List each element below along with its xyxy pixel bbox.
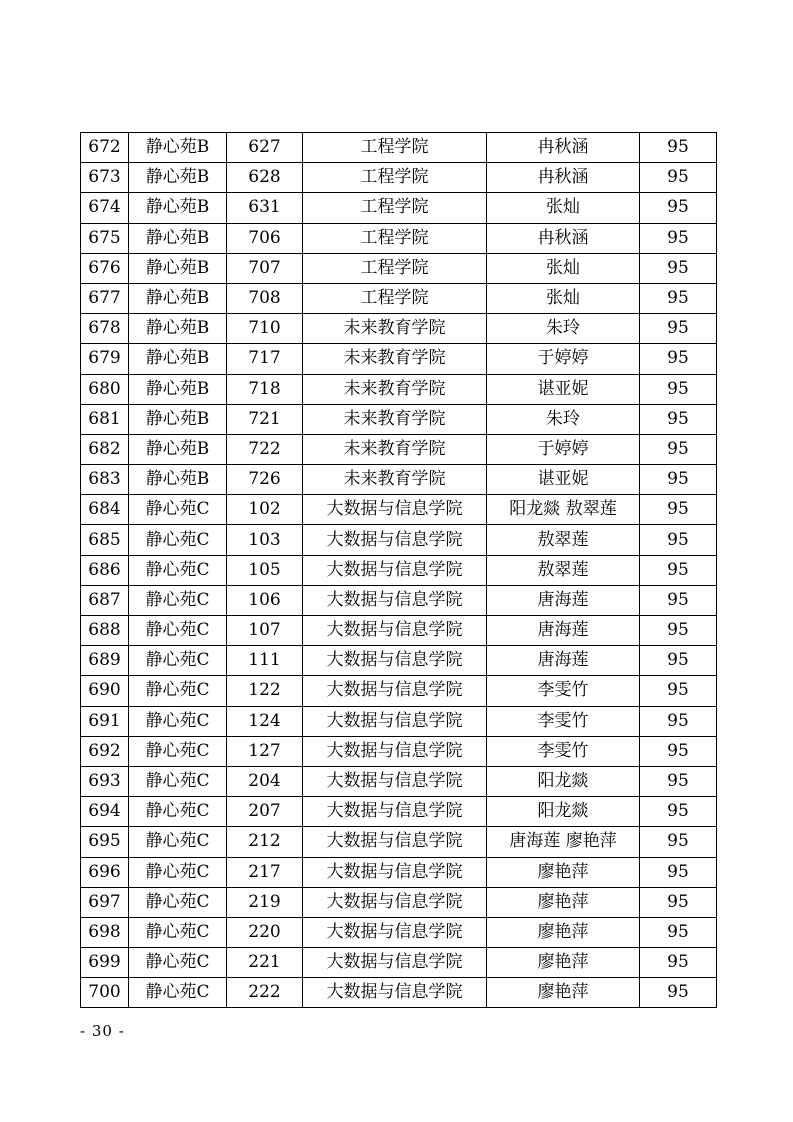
table-row bbox=[81, 525, 717, 555]
table-row bbox=[81, 797, 717, 827]
table-row bbox=[81, 827, 717, 857]
responsible-person-cell: 冉秋涵 bbox=[487, 133, 640, 163]
college-cell: 未来教育学院 bbox=[303, 465, 487, 495]
table-row bbox=[81, 616, 717, 646]
building-cell: 静心苑B bbox=[129, 314, 227, 344]
college-cell: 未来教育学院 bbox=[303, 374, 487, 404]
room-number-cell: 111 bbox=[227, 646, 303, 676]
room-number-cell: 221 bbox=[227, 948, 303, 978]
building-cell: 静心苑C bbox=[129, 585, 227, 615]
responsible-person-cell: 朱玲 bbox=[487, 404, 640, 434]
row-number-cell: 697 bbox=[81, 887, 129, 917]
building-cell: 静心苑C bbox=[129, 525, 227, 555]
college-cell: 工程学院 bbox=[303, 133, 487, 163]
responsible-person-cell: 冉秋涵 bbox=[487, 223, 640, 253]
room-number-cell: 220 bbox=[227, 917, 303, 947]
room-number-cell: 106 bbox=[227, 585, 303, 615]
row-number-cell: 673 bbox=[81, 163, 129, 193]
score-cell: 95 bbox=[640, 978, 717, 1008]
table-row bbox=[81, 133, 717, 163]
score-cell: 95 bbox=[640, 193, 717, 223]
building-cell: 静心苑B bbox=[129, 163, 227, 193]
row-number-cell: 694 bbox=[81, 797, 129, 827]
building-cell: 静心苑C bbox=[129, 857, 227, 887]
score-cell: 95 bbox=[640, 736, 717, 766]
building-cell: 静心苑C bbox=[129, 797, 227, 827]
college-cell: 大数据与信息学院 bbox=[303, 978, 487, 1008]
building-cell: 静心苑B bbox=[129, 404, 227, 434]
row-number-cell: 677 bbox=[81, 283, 129, 313]
row-number-cell: 676 bbox=[81, 253, 129, 283]
score-cell: 95 bbox=[640, 887, 717, 917]
table-row bbox=[81, 585, 717, 615]
room-number-cell: 726 bbox=[227, 465, 303, 495]
responsible-person-cell: 阳龙燚 bbox=[487, 797, 640, 827]
score-cell: 95 bbox=[640, 495, 717, 525]
score-cell: 95 bbox=[640, 827, 717, 857]
responsible-person-cell: 张灿 bbox=[487, 283, 640, 313]
table-row bbox=[81, 283, 717, 313]
college-cell: 未来教育学院 bbox=[303, 434, 487, 464]
score-cell: 95 bbox=[640, 404, 717, 434]
score-cell: 95 bbox=[640, 283, 717, 313]
room-number-cell: 707 bbox=[227, 253, 303, 283]
college-cell: 大数据与信息学院 bbox=[303, 495, 487, 525]
building-cell: 静心苑C bbox=[129, 766, 227, 796]
score-cell: 95 bbox=[640, 857, 717, 887]
table-row bbox=[81, 736, 717, 766]
college-cell: 大数据与信息学院 bbox=[303, 917, 487, 947]
score-cell: 95 bbox=[640, 374, 717, 404]
building-cell: 静心苑B bbox=[129, 193, 227, 223]
table-row bbox=[81, 766, 717, 796]
room-number-cell: 217 bbox=[227, 857, 303, 887]
college-cell: 未来教育学院 bbox=[303, 344, 487, 374]
score-cell: 95 bbox=[640, 253, 717, 283]
college-cell: 大数据与信息学院 bbox=[303, 706, 487, 736]
college-cell: 工程学院 bbox=[303, 253, 487, 283]
row-number-cell: 695 bbox=[81, 827, 129, 857]
college-cell: 工程学院 bbox=[303, 283, 487, 313]
room-number-cell: 103 bbox=[227, 525, 303, 555]
building-cell: 静心苑B bbox=[129, 283, 227, 313]
room-number-cell: 124 bbox=[227, 706, 303, 736]
score-cell: 95 bbox=[640, 133, 717, 163]
score-cell: 95 bbox=[640, 948, 717, 978]
score-cell: 95 bbox=[640, 766, 717, 796]
score-cell: 95 bbox=[640, 434, 717, 464]
responsible-person-cell: 阳龙燚 敖翠莲 bbox=[487, 495, 640, 525]
score-cell: 95 bbox=[640, 525, 717, 555]
college-cell: 工程学院 bbox=[303, 163, 487, 193]
responsible-person-cell: 廖艳萍 bbox=[487, 978, 640, 1008]
row-number-cell: 689 bbox=[81, 646, 129, 676]
college-cell: 大数据与信息学院 bbox=[303, 857, 487, 887]
score-cell: 95 bbox=[640, 314, 717, 344]
row-number-cell: 680 bbox=[81, 374, 129, 404]
building-cell: 静心苑C bbox=[129, 646, 227, 676]
score-cell: 95 bbox=[640, 706, 717, 736]
score-cell: 95 bbox=[640, 344, 717, 374]
row-number-cell: 681 bbox=[81, 404, 129, 434]
room-number-cell: 708 bbox=[227, 283, 303, 313]
room-number-cell: 722 bbox=[227, 434, 303, 464]
room-number-cell: 628 bbox=[227, 163, 303, 193]
building-cell: 静心苑C bbox=[129, 887, 227, 917]
college-cell: 未来教育学院 bbox=[303, 404, 487, 434]
responsible-person-cell: 李雯竹 bbox=[487, 706, 640, 736]
row-number-cell: 679 bbox=[81, 344, 129, 374]
college-cell: 大数据与信息学院 bbox=[303, 766, 487, 796]
table-row bbox=[81, 314, 717, 344]
responsible-person-cell: 张灿 bbox=[487, 253, 640, 283]
table-row bbox=[81, 887, 717, 917]
building-cell: 静心苑B bbox=[129, 223, 227, 253]
row-number-cell: 672 bbox=[81, 133, 129, 163]
room-number-cell: 627 bbox=[227, 133, 303, 163]
row-number-cell: 682 bbox=[81, 434, 129, 464]
college-cell: 大数据与信息学院 bbox=[303, 736, 487, 766]
building-cell: 静心苑B bbox=[129, 344, 227, 374]
room-number-cell: 204 bbox=[227, 766, 303, 796]
building-cell: 静心苑C bbox=[129, 827, 227, 857]
college-cell: 大数据与信息学院 bbox=[303, 585, 487, 615]
college-cell: 大数据与信息学院 bbox=[303, 676, 487, 706]
responsible-person-cell: 敖翠莲 bbox=[487, 525, 640, 555]
college-cell: 大数据与信息学院 bbox=[303, 525, 487, 555]
room-number-cell: 710 bbox=[227, 314, 303, 344]
row-number-cell: 685 bbox=[81, 525, 129, 555]
score-cell: 95 bbox=[640, 585, 717, 615]
table-row bbox=[81, 465, 717, 495]
college-cell: 大数据与信息学院 bbox=[303, 948, 487, 978]
row-number-cell: 690 bbox=[81, 676, 129, 706]
building-cell: 静心苑C bbox=[129, 917, 227, 947]
room-number-cell: 102 bbox=[227, 495, 303, 525]
building-cell: 静心苑C bbox=[129, 616, 227, 646]
responsible-person-cell: 敖翠莲 bbox=[487, 555, 640, 585]
table-row bbox=[81, 344, 717, 374]
table-body bbox=[81, 133, 717, 1008]
score-cell: 95 bbox=[640, 797, 717, 827]
building-cell: 静心苑C bbox=[129, 676, 227, 706]
room-number-cell: 207 bbox=[227, 797, 303, 827]
building-cell: 静心苑C bbox=[129, 706, 227, 736]
table-row bbox=[81, 646, 717, 676]
score-cell: 95 bbox=[640, 555, 717, 585]
row-number-cell: 683 bbox=[81, 465, 129, 495]
score-cell: 95 bbox=[640, 616, 717, 646]
responsible-person-cell: 唐海莲 廖艳萍 bbox=[487, 827, 640, 857]
building-cell: 静心苑C bbox=[129, 555, 227, 585]
room-number-cell: 219 bbox=[227, 887, 303, 917]
row-number-cell: 678 bbox=[81, 314, 129, 344]
responsible-person-cell: 谌亚妮 bbox=[487, 374, 640, 404]
score-cell: 95 bbox=[640, 223, 717, 253]
room-number-cell: 105 bbox=[227, 555, 303, 585]
college-cell: 大数据与信息学院 bbox=[303, 887, 487, 917]
room-number-cell: 107 bbox=[227, 616, 303, 646]
room-number-cell: 706 bbox=[227, 223, 303, 253]
room-number-cell: 717 bbox=[227, 344, 303, 374]
row-number-cell: 699 bbox=[81, 948, 129, 978]
responsible-person-cell: 阳龙燚 bbox=[487, 766, 640, 796]
responsible-person-cell: 张灿 bbox=[487, 193, 640, 223]
room-number-cell: 718 bbox=[227, 374, 303, 404]
table-row bbox=[81, 404, 717, 434]
college-cell: 工程学院 bbox=[303, 193, 487, 223]
row-number-cell: 675 bbox=[81, 223, 129, 253]
table-row bbox=[81, 193, 717, 223]
room-number-cell: 721 bbox=[227, 404, 303, 434]
building-cell: 静心苑B bbox=[129, 465, 227, 495]
building-cell: 静心苑C bbox=[129, 736, 227, 766]
row-number-cell: 700 bbox=[81, 978, 129, 1008]
table-row bbox=[81, 253, 717, 283]
responsible-person-cell: 唐海莲 bbox=[487, 585, 640, 615]
building-cell: 静心苑B bbox=[129, 253, 227, 283]
table-row bbox=[81, 163, 717, 193]
building-cell: 静心苑B bbox=[129, 434, 227, 464]
table-row bbox=[81, 374, 717, 404]
responsible-person-cell: 李雯竹 bbox=[487, 736, 640, 766]
row-number-cell: 686 bbox=[81, 555, 129, 585]
table-row bbox=[81, 706, 717, 736]
college-cell: 大数据与信息学院 bbox=[303, 646, 487, 676]
responsible-person-cell: 李雯竹 bbox=[487, 676, 640, 706]
row-number-cell: 688 bbox=[81, 616, 129, 646]
college-cell: 未来教育学院 bbox=[303, 314, 487, 344]
college-cell: 大数据与信息学院 bbox=[303, 827, 487, 857]
score-cell: 95 bbox=[640, 676, 717, 706]
row-number-cell: 698 bbox=[81, 917, 129, 947]
responsible-person-cell: 谌亚妮 bbox=[487, 465, 640, 495]
room-number-cell: 212 bbox=[227, 827, 303, 857]
room-number-cell: 222 bbox=[227, 978, 303, 1008]
table-row bbox=[81, 495, 717, 525]
row-number-cell: 692 bbox=[81, 736, 129, 766]
college-cell: 大数据与信息学院 bbox=[303, 616, 487, 646]
page-number: - 30 - bbox=[80, 1022, 125, 1040]
responsible-person-cell: 廖艳萍 bbox=[487, 887, 640, 917]
row-number-cell: 687 bbox=[81, 585, 129, 615]
table-row bbox=[81, 676, 717, 706]
building-cell: 静心苑B bbox=[129, 133, 227, 163]
room-number-cell: 127 bbox=[227, 736, 303, 766]
table-row bbox=[81, 555, 717, 585]
responsible-person-cell: 朱玲 bbox=[487, 314, 640, 344]
row-number-cell: 696 bbox=[81, 857, 129, 887]
building-cell: 静心苑C bbox=[129, 948, 227, 978]
responsible-person-cell: 于婷婷 bbox=[487, 344, 640, 374]
building-cell: 静心苑C bbox=[129, 495, 227, 525]
responsible-person-cell: 唐海莲 bbox=[487, 616, 640, 646]
table-row bbox=[81, 978, 717, 1008]
responsible-person-cell: 廖艳萍 bbox=[487, 917, 640, 947]
table-row bbox=[81, 857, 717, 887]
score-cell: 95 bbox=[640, 465, 717, 495]
table-row bbox=[81, 434, 717, 464]
table-row bbox=[81, 223, 717, 253]
building-cell: 静心苑C bbox=[129, 978, 227, 1008]
room-number-cell: 631 bbox=[227, 193, 303, 223]
row-number-cell: 691 bbox=[81, 706, 129, 736]
row-number-cell: 674 bbox=[81, 193, 129, 223]
score-cell: 95 bbox=[640, 163, 717, 193]
college-cell: 工程学院 bbox=[303, 223, 487, 253]
score-cell: 95 bbox=[640, 917, 717, 947]
row-number-cell: 693 bbox=[81, 766, 129, 796]
table-row bbox=[81, 917, 717, 947]
row-number-cell: 684 bbox=[81, 495, 129, 525]
dormitory-score-table bbox=[80, 132, 717, 1008]
table-row bbox=[81, 948, 717, 978]
room-number-cell: 122 bbox=[227, 676, 303, 706]
responsible-person-cell: 冉秋涵 bbox=[487, 163, 640, 193]
score-cell: 95 bbox=[640, 646, 717, 676]
college-cell: 大数据与信息学院 bbox=[303, 797, 487, 827]
responsible-person-cell: 廖艳萍 bbox=[487, 857, 640, 887]
responsible-person-cell: 唐海莲 bbox=[487, 646, 640, 676]
building-cell: 静心苑B bbox=[129, 374, 227, 404]
college-cell: 大数据与信息学院 bbox=[303, 555, 487, 585]
responsible-person-cell: 于婷婷 bbox=[487, 434, 640, 464]
responsible-person-cell: 廖艳萍 bbox=[487, 948, 640, 978]
